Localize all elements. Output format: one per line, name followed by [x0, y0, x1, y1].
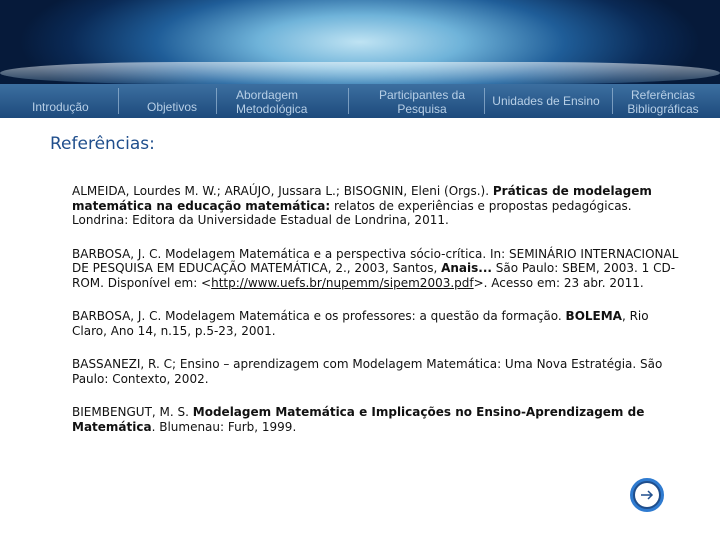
- reference-item: [72, 357, 682, 386]
- reference-text: ALMEIDA, Lourdes M. W.; ARAÚJO, Jussara L.; BISOGNIN, Eleni (Orgs.).: [72, 184, 493, 198]
- nav-participantes-da-pesquisa[interactable]: Participantes da Pesquisa: [378, 88, 466, 116]
- nav-introducao[interactable]: Introdução: [32, 100, 89, 114]
- globe-image: [0, 62, 720, 84]
- next-button[interactable]: [630, 478, 664, 512]
- reference-item: [72, 405, 682, 434]
- reference-list: [72, 184, 682, 453]
- reference-text: BARBOSA, J. C. Modelagem Matemática e a perspectiva sócio-crítica. In: SEMINÁRIO INTERNACIONAL DE PESQUISA EM EDUCAÇÃO MATEMÁTICA, 2., 2003, Santos,: [72, 246, 679, 275]
- reference-title: BOLEMA: [565, 309, 622, 323]
- reference-text: BASSANEZI, R. C; Ensino – aprendizagem com Modelagem Matemática: [72, 357, 498, 371]
- nav-objetivos[interactable]: Objetivos: [147, 100, 198, 114]
- reference-item: [72, 184, 682, 228]
- page-title: Referências:: [50, 134, 155, 154]
- reference-text: , Rio Claro, Ano 14, n.15, p.5-23, 2001.: [72, 309, 649, 338]
- reference-item: [72, 309, 682, 338]
- reference-item: [72, 247, 682, 291]
- nav-referencias-bibliograficas[interactable]: Referências Bibliográficas: [627, 88, 699, 116]
- nav-divider: [348, 88, 349, 114]
- nav-divider: [612, 88, 613, 114]
- arrow-right-icon: [635, 483, 659, 507]
- reference-text: : Uma Nova Estratégia. São Paulo: Contexto, 2002.: [72, 357, 663, 386]
- reference-text: São Paulo: SBEM, 2003. 1 CD-ROM. Disponível em: <: [72, 261, 676, 290]
- nav-unidades-de-ensino[interactable]: Unidades de Ensino: [492, 94, 600, 108]
- reference-text: relatos de experiências e propostas pedagógicas. Londrina: Editora da Universidade Estadual de Londrina, 2011.: [72, 198, 632, 227]
- reference-text: >. Acesso em: 23 abr. 2011.: [473, 275, 644, 290]
- reference-title: Práticas de modelagem matemática na educação matemática:: [72, 184, 652, 213]
- reference-title: Anais...: [441, 261, 492, 275]
- reference-title: Modelagem Matemática e Implicações no Ensino-Aprendizagem de Matemática: [72, 405, 645, 434]
- nav-divider: [118, 88, 119, 114]
- reference-text: BIEMBENGUT, M. S.: [72, 405, 193, 419]
- nav-abordagem-metodologica[interactable]: Abordagem Metodológica: [236, 88, 308, 116]
- reference-link[interactable]: http://www.uefs.br/nupemm/sipem2003.pdf: [211, 275, 474, 290]
- reference-text: BARBOSA, J. C. Modelagem Matemática e os professores: a questão da formação.: [72, 309, 566, 323]
- nav-divider: [484, 88, 485, 114]
- reference-text: . Blumenau: Furb, 1999.: [151, 419, 297, 434]
- nav-divider: [216, 88, 217, 114]
